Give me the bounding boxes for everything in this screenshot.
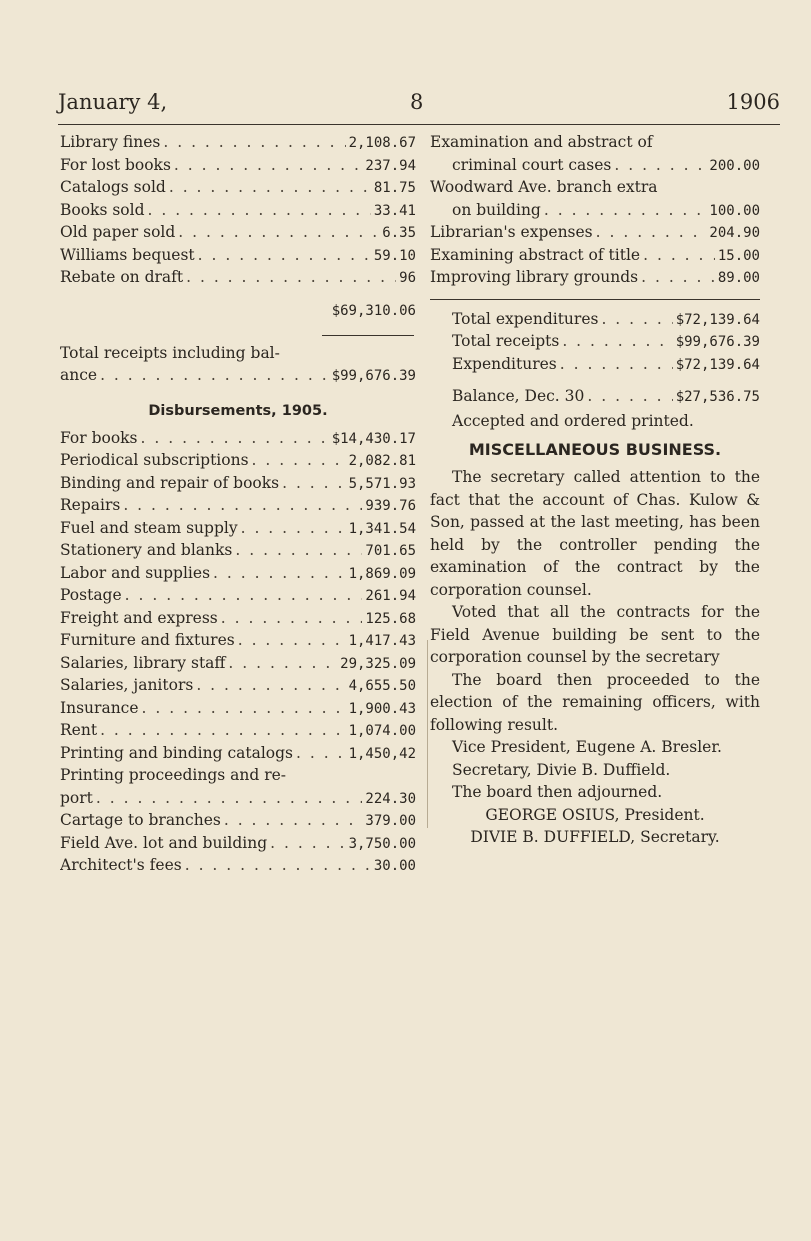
column-divider (427, 640, 428, 828)
officer-line: Secretary, Divie B. Duffield. (452, 760, 671, 779)
ledger-row: For lost books . . . 237.94 (60, 156, 416, 179)
left-column (60, 133, 416, 879)
ledger-row: Total receipts . . . $99,676.39 (430, 332, 760, 355)
ledger-row: Librarian's expenses . . . 204.90 (430, 223, 760, 246)
paragraph: The secretary called attention to the fact that the account of Chas. Kulow & Son, passed at the last meeting, has been held by the controller pending the examination of the contract by the corporation counsel. (430, 468, 760, 599)
ledger-row: Labor and supplies . . . 1,869.09 (60, 564, 416, 587)
paragraph: Voted that all the contracts for the Field Avenue building be sent to the corporation counsel by the secretary (430, 603, 760, 666)
ledger-row: Total expenditures . . . $72,139.64 (430, 310, 760, 333)
miscellaneous-heading: MISCELLANEOUS BUSINESS. (468, 440, 722, 459)
ledger-row: Furniture and fixtures . . . 1,417.43 (60, 631, 416, 654)
ledger-row: Insurance . . . 1,900.43 (60, 699, 416, 722)
total-receipts-row: ance . . . $99,676.39 (60, 366, 416, 389)
ledger-row: Cartage to branches . . . 379.00 (60, 811, 416, 834)
ledger-row: Postage . . . 261.94 (60, 586, 416, 609)
ledger-row: Binding and repair of books . . . 5,571.93 (60, 474, 416, 497)
total-receipts-label: Total receipts including bal- (60, 343, 280, 362)
ledger-row: Old paper sold . . . 6.35 (60, 223, 416, 246)
header-year: 1906 (726, 90, 780, 114)
ledger-row: Salaries, janitors . . . 4,655.50 (60, 676, 416, 699)
ledger-row: For books . . . $14,430.17 (60, 429, 416, 452)
header-date: January 4, (58, 90, 168, 114)
receipts-list (60, 133, 416, 291)
ledger-row: Rebate on draft . . . 96 (60, 268, 416, 291)
ledger-row: Freight and express . . . 125.68 (60, 609, 416, 632)
ledger-row: Field Ave. lot and building . . . 3,750.00 (60, 834, 416, 857)
ledger-row: criminal court cases . . . 200.00 (430, 156, 760, 179)
header-rule (58, 124, 780, 125)
totals-list (430, 310, 760, 378)
disbursements-heading: Disbursements, 1905. (148, 402, 328, 419)
disbursements-list (60, 429, 416, 879)
ledger-row: Improving library grounds . . . 89.00 (430, 268, 760, 291)
woodward-label: Woodward Ave. branch extra (430, 178, 658, 196)
ledger-row: Stationery and blanks . . . 701.65 (60, 541, 416, 564)
signature-secretary: DIVIE B. DUFFIELD, Secretary. (470, 828, 720, 846)
adjourned-line: The board then adjourned. (452, 783, 663, 801)
ledger-row: Rent . . . 1,074.00 (60, 721, 416, 744)
right-column (430, 133, 760, 849)
ledger-row: Printing and binding catalogs . . . 1,450,42 (60, 744, 416, 767)
officer-line: Vice President, Eugene A. Bresler. (452, 738, 722, 756)
signature-president: GEORGE OSIUS, President. (485, 805, 705, 824)
ledger-row: Library fines . . . 2,108.67 (60, 133, 416, 156)
totals-rule (430, 299, 760, 300)
ledger-row: Repairs . . . 939.76 (60, 496, 416, 519)
ledger-row: Books sold . . . 33.41 (60, 201, 416, 224)
subtotal-amount: $69,310.06 (331, 302, 416, 319)
printing-proceedings-label: Printing proceedings and re- (60, 766, 287, 784)
ledger-row: Expenditures . . . $72,139.64 (430, 355, 760, 378)
page-header (58, 90, 780, 120)
balance-row: Balance, Dec. 30 . . . $27,536.75 (430, 387, 760, 410)
ledger-row: on building . . . 100.00 (430, 201, 760, 224)
ledger-row: Catalogs sold . . . 81.75 (60, 178, 416, 201)
ledger-row: Fuel and steam supply . . . 1,341.54 (60, 519, 416, 542)
paragraph: The board then proceeded to the election of the remaining officers, with following result. (430, 670, 760, 734)
ledger-row: Williams bequest . . . 59.10 (60, 246, 416, 269)
ledger-row: port . . . 224.30 (60, 789, 416, 812)
ledger-row: Periodical subscriptions . . . 2,082.81 (60, 451, 416, 474)
ledger-row: Architect's fees . . . 30.00 (60, 856, 416, 879)
ledger-row: Salaries, library staff . . . 29,325.09 (60, 654, 416, 677)
ledger-row: Examining abstract of title . . . 15.00 (430, 246, 760, 269)
accepted-line: Accepted and ordered printed. (452, 411, 694, 430)
examination-label: Examination and abstract of (430, 133, 653, 151)
page-number: 8 (410, 90, 424, 114)
subtotal-rule (322, 335, 414, 336)
